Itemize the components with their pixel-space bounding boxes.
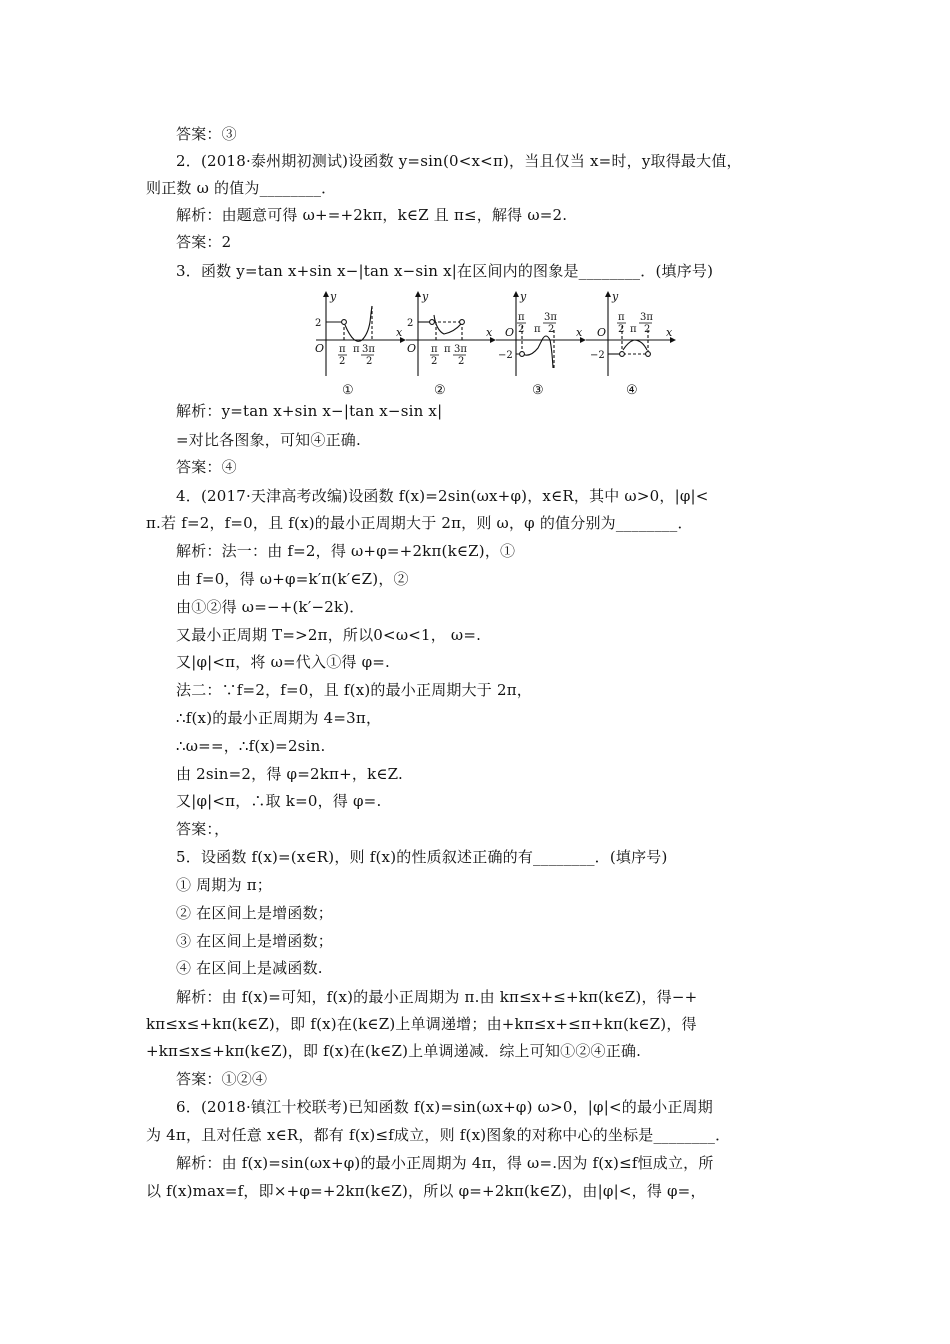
problem-5-line-1: 5．设函数 f(x)=(x∈R)，则 f(x)的性质叙述正确的有________．(填序号) (176, 848, 668, 866)
tick-pi: π (518, 312, 525, 323)
tick-label-2: 2 (315, 318, 322, 329)
tick-3pi: 3π (362, 344, 375, 355)
answer-line: 答案：2 (176, 233, 232, 251)
tick-den: 2 (458, 356, 465, 367)
solution-line: 以 f(x)max=f，即×+φ=+2kπ(k∈Z)，所以 φ=+2kπ(k∈Z)，由|φ|<，得 φ=， (146, 1182, 706, 1200)
solution-line: 解析：由题意可得 ω+=+2kπ，k∈Z 且 π≤，解得 ω=2. (176, 206, 568, 224)
origin-label: O (407, 342, 417, 355)
solution-line: 由 2sin=2，得 φ=2kπ+，k∈Z. (176, 765, 403, 783)
answer-line: 答案：④ (176, 458, 237, 476)
problem-6-line-1: 6．(2018·镇江十校联考)已知函数 f(x)=sin(ωx+φ) ω>0，|φ|<的最小正周期 (176, 1098, 713, 1116)
problem-4-line-2: π.若 f=2，f=0，且 f(x)的最小正周期大于 2π，则 ω，φ 的值分别为________． (146, 514, 693, 532)
y-axis-label: y (520, 290, 527, 303)
problem-4-line-1: 4．(2017·天津高考改编)设函数 f(x)=2sin(ωx+φ)，x∈R，其中 ω>0，|φ|< (176, 487, 709, 505)
tick-den: 2 (548, 324, 555, 335)
y-axis-label: y (330, 290, 337, 303)
graph-options-svg (310, 288, 690, 400)
solution-line: 由①②得 ω=−+(k′−2k)． (176, 598, 365, 616)
origin-label: O (315, 342, 325, 355)
tick-label-neg2: −2 (590, 350, 605, 361)
tick-pi: π (444, 344, 451, 355)
tick-den: 2 (644, 324, 651, 335)
tick-den: 2 (518, 324, 525, 335)
answer-line: 答案：， (176, 820, 230, 838)
solution-line: 由 f=0，得 ω+φ=k′π(k′∈Z)，② (176, 570, 409, 588)
tick-3pi: 3π (544, 312, 557, 323)
origin-label: O (505, 326, 515, 339)
caption-3: ③ (532, 383, 544, 398)
tick-label-2: 2 (407, 318, 414, 329)
solution-line: 又|φ|<π，将 ω=代入①得 φ=. (176, 653, 391, 671)
tick-pi: π (339, 344, 346, 355)
solution-line: kπ≤x≤+kπ(k∈Z)，即 f(x)在(k∈Z)上单调递增；由+kπ≤x+≤π+kπ(k∈Z)，得 (146, 1015, 697, 1033)
y-axis-label: y (612, 290, 619, 303)
option-line: ① 周期为 π； (176, 876, 272, 894)
graph-options-figure (310, 288, 690, 400)
y-axis-label: y (422, 290, 429, 303)
tick-label-neg2: −2 (498, 350, 513, 361)
caption-2: ② (434, 383, 446, 398)
option-line: ③ 在区间上是增函数； (176, 932, 333, 950)
answer-line: 答案：①②④ (176, 1070, 268, 1088)
tick-den: 2 (339, 356, 346, 367)
solution-line: ∴ω==，∴f(x)=2sin. (176, 737, 326, 755)
solution-line: 解析：法一：由 f=2，得 ω+φ=+2kπ(k∈Z)，① (176, 542, 516, 560)
x-axis-label: x (576, 326, 583, 339)
tick-pi: π (353, 344, 360, 355)
x-axis-label: x (486, 326, 493, 339)
problem-2-line-2: 则正数 ω 的值为________． (146, 179, 337, 197)
tick-den: 2 (366, 356, 373, 367)
origin-label: O (597, 326, 607, 339)
problem-3-line-1: 3．函数 y=tan x+sin x−|tan x−sin x|在区间内的图象是________．(填序号) (176, 262, 714, 280)
solution-line: +kπ≤x≤+kπ(k∈Z)，即 f(x)在(k∈Z)上单调递减．综上可知①②④正确. (146, 1042, 642, 1060)
tick-den: 2 (618, 324, 625, 335)
solution-line: ∴f(x)的最小正周期为 4=3π， (176, 709, 382, 727)
tick-den: 2 (431, 356, 438, 367)
answer-line: 答案：③ (176, 125, 237, 143)
tick-pi: π (630, 324, 637, 335)
solution-line: 法二：∵f=2，f=0，且 f(x)的最小正周期大于 2π， (176, 681, 532, 699)
solution-line: =对比各图象，可知④正确. (176, 431, 361, 449)
solution-line: 解析：y=tan x+sin x−|tan x−sin x| (176, 402, 443, 420)
solution-line: 解析：由 f(x)=sin(ωx+φ)的最小正周期为 4π，得 ω=.因为 f(x)≤f恒成立，所 (176, 1154, 714, 1172)
tick-pi: π (534, 324, 541, 335)
solution-line: 又|φ|<π，∴取 k=0，得 φ=. (176, 792, 382, 810)
tick-3pi: 3π (454, 344, 467, 355)
problem-2-line-1: 2．(2018·泰州期初测试)设函数 y=sin(0<x<π)，当且仅当 x=时，y取得最大值， (176, 152, 742, 170)
tick-pi: π (618, 312, 625, 323)
option-line: ④ 在区间上是减函数. (176, 959, 323, 977)
caption-4: ④ (626, 383, 638, 398)
x-axis-label: x (666, 326, 673, 339)
tick-pi: π (431, 344, 438, 355)
tick-3pi: 3π (640, 312, 653, 323)
solution-line: 解析：由 f(x)=可知，f(x)的最小正周期为 π.由 kπ≤x+≤+kπ(k∈Z)，得−+ (176, 988, 698, 1006)
x-axis-label: x (396, 326, 403, 339)
solution-line: 又最小正周期 T=>2π，所以0<ω<1， ω=. (176, 626, 482, 644)
option-line: ② 在区间上是增函数； (176, 904, 333, 922)
problem-6-line-2: 为 4π，且对任意 x∈R，都有 f(x)≤f成立，则 f(x)图象的对称中心的坐标是________． (146, 1126, 731, 1144)
caption-1: ① (342, 383, 354, 398)
